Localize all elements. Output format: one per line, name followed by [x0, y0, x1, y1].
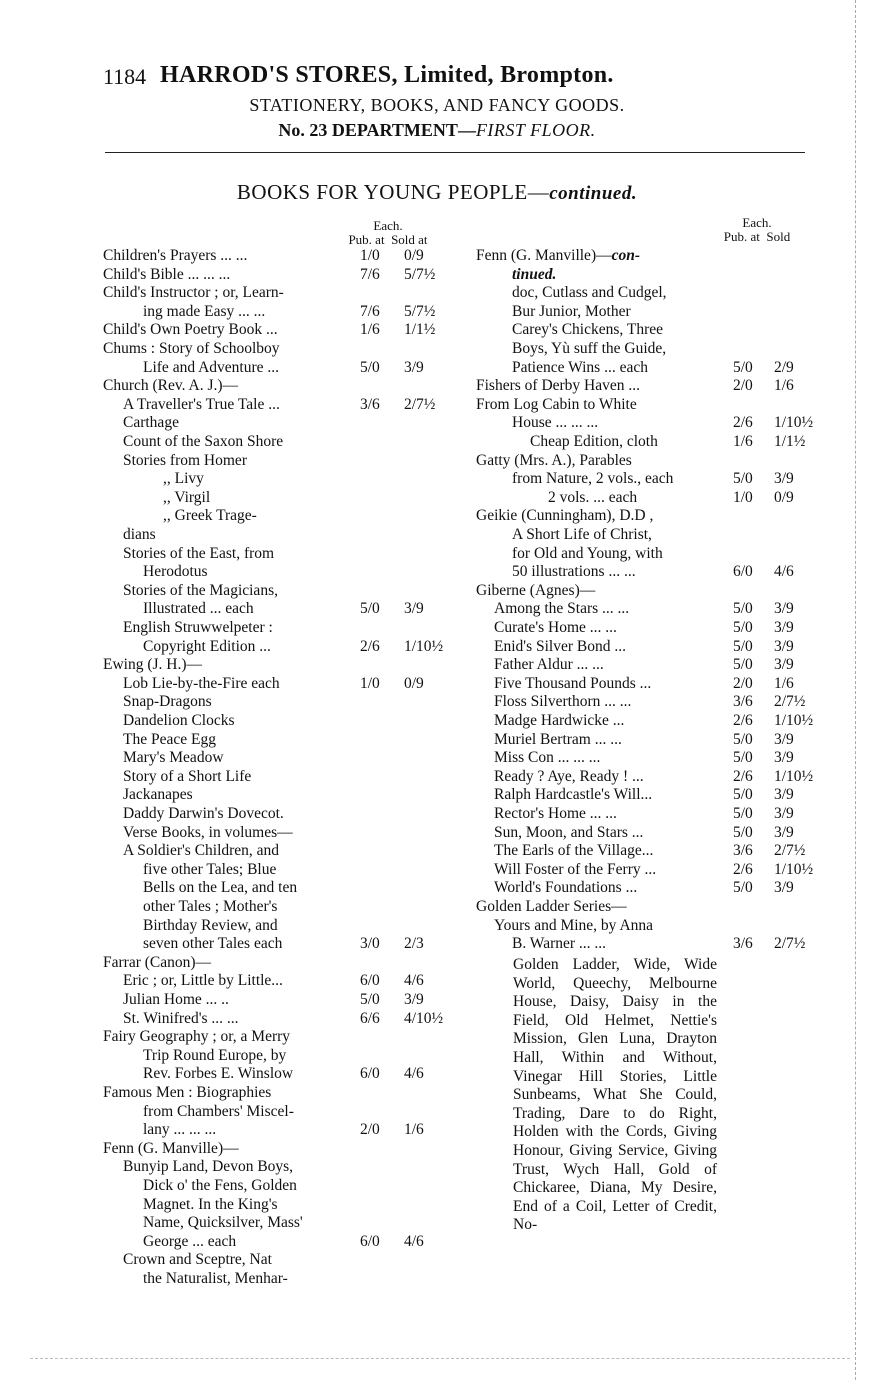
- entry-text: A Soldier's Children, and: [123, 842, 280, 860]
- entry-text: Five Thousand Pounds ...: [494, 674, 652, 692]
- entry-title: [494, 749, 600, 768]
- entry-title: [143, 638, 271, 657]
- entry-title: [476, 898, 627, 917]
- price-published: 5/0: [360, 991, 380, 1008]
- entry-title: [143, 1214, 303, 1233]
- right-sold-label: Sold: [766, 229, 791, 244]
- entry-text: Stories from Homer: [123, 451, 247, 469]
- entry-text: Sun, Moon, and Stars ...: [494, 823, 644, 841]
- price-sold: 3/9: [774, 637, 794, 655]
- price-published: 5/0: [733, 656, 753, 674]
- entry-title: [476, 582, 595, 601]
- price-published: 2/6: [733, 767, 753, 785]
- entry-title: [123, 545, 274, 564]
- price-published: 5/0: [733, 358, 753, 376]
- entry-title: [143, 1065, 293, 1084]
- price-published: 3/0: [360, 935, 380, 953]
- price-published: 3/6: [733, 842, 753, 860]
- price-sold: 4/6: [774, 563, 794, 581]
- entry-title: [494, 842, 653, 861]
- entry-text: ing made Easy ... ...: [143, 302, 266, 320]
- price-sold: 3/9: [404, 600, 424, 618]
- entry-text: Children's Prayers ... ...: [103, 247, 248, 264]
- entry-text: seven other Tales each: [143, 935, 283, 953]
- entry-title: [143, 935, 282, 954]
- price-published: 5/0: [733, 619, 753, 636]
- price-published: 5/0: [360, 600, 380, 618]
- price-published: 2/0: [733, 377, 753, 395]
- entry-title: [494, 824, 643, 843]
- entry-title: [512, 359, 648, 378]
- price-published: 1/0: [733, 488, 753, 506]
- entry-text: Eric ; or, Little by Little...: [123, 972, 283, 990]
- entry-text: English Struwwelpeter :: [123, 619, 273, 636]
- entry-text: Jackanapes: [123, 786, 193, 804]
- entry-text: Among the Stars ... ...: [494, 600, 630, 618]
- price-sold: 1/10½: [774, 712, 814, 729]
- entry-title: [512, 935, 606, 954]
- entry-text: Chums : Story of Schoolboy: [103, 340, 280, 357]
- price-sold: 5/7½: [404, 302, 436, 320]
- price-published: 6/0: [733, 563, 753, 581]
- entry-title: [163, 507, 257, 526]
- entry-text: Name, Quicksilver, Mass': [143, 1214, 303, 1232]
- entry-text: Dick o' the Fens, Golden: [143, 1177, 297, 1194]
- price-sold: 3/9: [774, 600, 794, 618]
- entry-title: [123, 582, 278, 601]
- entry-title: [143, 359, 279, 378]
- entry-title: [494, 693, 631, 712]
- entry-title: [512, 526, 652, 545]
- price-published: 5/0: [733, 600, 753, 618]
- price-sold: 1/6: [774, 674, 794, 692]
- entry-title: [143, 600, 254, 619]
- entry-text: from Chambers' Miscel-: [143, 1102, 294, 1120]
- entry-title: [143, 1103, 294, 1122]
- entry-text: Stories of the Magicians,: [123, 581, 278, 599]
- price-published: 1/0: [360, 674, 380, 692]
- entry-text: Father Aldur ... ...: [494, 656, 604, 674]
- golden-ladder-titles: Golden Ladder, Wide, Wide World, Queechy, Melbourne House, Daisy, Daisy in the Field, Old Helmet, Nettie's Mission, Glen Luna, Drayton Hall, Within and Without, Vinegar Hill Stories, Little Sunbeams, What She Could, Trading, Dare to do Right, Holden with the Cords, Giving Honour, Giving Service, Giving Trust, Wych Hall, Gold of Chickaree, Diana, My Desire, End of a Coil, Letter of Credit, No-: [513, 956, 717, 1234]
- entry-text: Fenn (G. Manville)—: [103, 1139, 239, 1157]
- left-price-labels: [330, 233, 446, 247]
- price-sold: 3/9: [774, 619, 794, 636]
- entry-text: Stories of the East, from: [123, 544, 275, 562]
- entry-text: Daddy Darwin's Dovecot.: [123, 805, 284, 822]
- price-published: 5/0: [733, 879, 753, 897]
- entry-text: Ralph Hardcastle's Will...: [494, 786, 653, 804]
- price-published: 7/6: [360, 302, 380, 320]
- entry-title: [476, 452, 632, 471]
- price-sold: 3/9: [774, 656, 794, 674]
- entry-text: Snap-Dragons: [123, 693, 212, 711]
- entry-text: Julian Home ... ..: [123, 991, 229, 1008]
- entry-text: from Nature, 2 vols., each: [512, 470, 674, 488]
- entry-text: Fairy Geography ; or, a Merry: [103, 1028, 291, 1046]
- price-sold: 2/7½: [774, 842, 806, 860]
- left-column-header: [330, 219, 446, 247]
- price-sold: 1/6: [774, 377, 794, 395]
- entry-title: [143, 861, 276, 880]
- entry-text: dians: [123, 526, 156, 543]
- department-line: No. 23 DEPARTMENT—FIRST FLOOR.: [278, 120, 596, 140]
- left-each-label: Each.: [373, 218, 403, 233]
- entry-title: [512, 284, 667, 303]
- price-sold: 3/9: [774, 470, 794, 488]
- entry-title: [476, 247, 640, 266]
- store-title: HARROD'S STORES, Limited, Brompton.: [160, 62, 614, 88]
- entry-title: [512, 321, 663, 340]
- price-sold: 1/10½: [774, 860, 814, 878]
- entry-title: [530, 433, 658, 452]
- entry-title: [494, 712, 624, 731]
- right-price-labels: [704, 230, 810, 244]
- entry-text: Mary's Meadow: [123, 749, 224, 767]
- entry-text: B. Warner ... ...: [512, 935, 607, 953]
- entry-text: The Earls of the Village...: [494, 842, 654, 860]
- floor-label: FIRST FLOOR.: [475, 120, 596, 140]
- entry-title: [123, 805, 284, 824]
- entry-text: Carey's Chickens, Three: [512, 321, 664, 339]
- right-column-header: [704, 216, 810, 244]
- entry-text: George ... each: [143, 1232, 237, 1250]
- price-sold: 3/9: [774, 786, 794, 804]
- entry-title: [123, 414, 179, 433]
- entry-text: Madge Hardwicke ...: [494, 712, 625, 729]
- entry-title: [103, 1084, 271, 1103]
- entry-text: Enid's Silver Bond ...: [494, 637, 626, 655]
- entry-title: [476, 507, 653, 526]
- entry-title: [143, 1270, 288, 1289]
- entry-text: doc, Cutlass and Cudgel,: [512, 284, 667, 302]
- price-published: 5/0: [733, 823, 753, 841]
- price-published: 5/0: [733, 805, 753, 822]
- entry-title: [512, 563, 636, 582]
- price-sold: 1/1½: [404, 321, 436, 339]
- entry-title: [494, 768, 644, 787]
- entry-title: [103, 247, 247, 266]
- entry-title: [512, 414, 598, 433]
- entry-text: St. Winifred's ... ...: [123, 1009, 239, 1027]
- price-published: 3/6: [733, 935, 753, 953]
- left-sold-label: Sold at: [391, 232, 428, 247]
- entry-text: for Old and Young, with: [512, 544, 663, 562]
- price-published: 2/0: [733, 674, 753, 692]
- price-published: 5/0: [733, 470, 753, 488]
- entry-text: Copyright Edition ...: [143, 637, 271, 655]
- entry-title: [123, 1251, 272, 1270]
- entry-title: [123, 452, 247, 471]
- entry-text: Gatty (Mrs. A.), Parables: [476, 451, 632, 469]
- entry-text: A Short Life of Christ,: [512, 526, 652, 543]
- entry-title: [123, 991, 229, 1010]
- entry-title: [512, 545, 663, 564]
- price-published: 3/6: [733, 693, 753, 711]
- price-sold: 2/3: [404, 935, 424, 953]
- price-published: 5/0: [733, 749, 753, 767]
- entry-text: Carthage: [123, 414, 179, 432]
- entry-text: Rector's Home ... ...: [494, 805, 617, 822]
- page-number: 1184: [103, 64, 147, 89]
- price-sold: 3/9: [774, 823, 794, 841]
- entry-text: Ewing (J. H.)—: [103, 656, 203, 674]
- entry-title: [103, 321, 278, 340]
- price-sold: 0/9: [404, 247, 424, 264]
- section-title-text: BOOKS FOR YOUNG PEOPLE: [236, 180, 528, 204]
- entry-text: Trip Round Europe, by: [143, 1046, 287, 1064]
- entry-title: [143, 563, 208, 582]
- price-sold: 2/7½: [404, 395, 436, 413]
- entry-text: Child's Own Poetry Book ...: [103, 321, 278, 339]
- price-sold: 1/10½: [774, 414, 814, 432]
- price-sold: 1/6: [404, 1121, 424, 1139]
- entry-title: [548, 489, 637, 508]
- price-sold: 0/9: [774, 488, 794, 506]
- entry-title: [123, 712, 235, 731]
- entry-title: [143, 1196, 278, 1215]
- entry-title: [123, 619, 273, 638]
- entry-text: Floss Silverthorn ... ...: [494, 693, 632, 711]
- price-sold: 2/9: [774, 358, 794, 376]
- price-sold: 3/9: [774, 805, 794, 822]
- entry-text: Patience Wins ... each: [512, 358, 648, 376]
- price-published: 5/0: [733, 730, 753, 748]
- section-continued: continued.: [549, 183, 638, 204]
- entry-title: [123, 675, 280, 694]
- price-sold: 3/9: [774, 730, 794, 748]
- entry-title: [143, 1121, 216, 1140]
- entry-title: [123, 1010, 239, 1029]
- price-published: 6/0: [360, 1232, 380, 1250]
- entry-title: [123, 842, 279, 861]
- price-published: 2/6: [733, 712, 753, 729]
- entry-text: Crown and Sceptre, Nat: [123, 1251, 272, 1269]
- entry-text: Ready ? Aye, Ready ! ...: [494, 767, 644, 785]
- price-sold: 0/9: [404, 674, 424, 692]
- entry-title: [103, 954, 211, 973]
- entry-text: Golden Ladder Series—: [476, 898, 627, 915]
- entry-title: [143, 1233, 236, 1252]
- entry-title: [512, 303, 631, 322]
- entry-text: Story of a Short Life: [123, 767, 252, 785]
- price-published: 7/6: [360, 265, 380, 283]
- entry-text: ,, Livy: [163, 470, 204, 488]
- entry-title: [103, 656, 202, 675]
- department-subtitle: STATIONERY, BOOKS, AND FANCY GOODS.: [249, 95, 625, 115]
- entry-text: From Log Cabin to White: [476, 395, 637, 413]
- price-published: 6/0: [360, 1065, 380, 1083]
- entry-text: Geikie (Cunningham), D.D ,: [476, 507, 654, 525]
- entry-text: Count of the Saxon Shore: [123, 433, 284, 450]
- entry-title: [123, 972, 283, 991]
- price-sold: 4/6: [404, 972, 424, 990]
- entry-title: [123, 433, 283, 452]
- entry-title: [494, 600, 629, 619]
- entry-text: Bunyip Land, Devon Boys,: [123, 1158, 294, 1176]
- entry-title: [494, 656, 604, 675]
- entry-text: other Tales ; Mother's: [143, 898, 278, 915]
- entry-text: Farrar (Canon)—: [103, 953, 212, 971]
- entry-title: [494, 805, 617, 824]
- right-each-label: Each.: [742, 215, 772, 230]
- entry-text: Lob Lie-by-the-Fire each: [123, 674, 280, 692]
- left-pub-label: Pub. at: [348, 232, 385, 247]
- entry-title: [103, 377, 238, 396]
- entry-title: [123, 693, 212, 712]
- price-sold: 4/6: [404, 1065, 424, 1083]
- entry-text: the Naturalist, Menhar-: [143, 1270, 288, 1287]
- entry-text: ,, Virgil: [163, 488, 211, 506]
- entry-title: [494, 638, 626, 657]
- entry-title: [103, 1140, 239, 1159]
- entry-text: Magnet. In the King's: [143, 1195, 278, 1213]
- price-published: 2/0: [360, 1121, 380, 1139]
- price-sold: 2/7½: [774, 935, 806, 953]
- entry-title: [123, 526, 156, 545]
- price-sold: 4/10½: [404, 1009, 444, 1027]
- entry-title: [494, 786, 652, 805]
- entry-text: Boys, Yù suff the Guide,: [512, 340, 667, 357]
- entry-title: [143, 879, 297, 898]
- price-published: 1/6: [360, 321, 380, 339]
- price-published: 2/6: [733, 414, 753, 432]
- entry-text: 50 illustrations ... ...: [512, 563, 636, 581]
- entry-text: Birthday Review, and: [143, 916, 278, 934]
- entry-text: Bur Junior, Mother: [512, 302, 631, 320]
- price-published: 3/6: [360, 395, 380, 413]
- entry-text: Child's Bible ... ... ...: [103, 265, 231, 283]
- entry-title: [143, 917, 278, 936]
- entry-title: [494, 861, 656, 880]
- entry-text: Miss Con ... ... ...: [494, 749, 601, 767]
- entry-text: Famous Men : Biographies: [103, 1084, 272, 1101]
- price-sold: 3/9: [774, 749, 794, 767]
- right-pub-label: Pub. at: [723, 229, 760, 244]
- price-sold: 1/10½: [774, 767, 814, 785]
- entry-title: [476, 377, 640, 396]
- price-sold: 3/9: [404, 991, 424, 1008]
- entry-text: 2 vols. ... each: [548, 488, 638, 506]
- entry-text: House ... ... ...: [512, 414, 599, 432]
- entry-title: [123, 786, 193, 805]
- entry-text: World's Foundations ...: [494, 879, 638, 897]
- entry-text: The Peace Egg: [123, 730, 216, 748]
- entry-continued: tinued.: [512, 265, 557, 283]
- entry-title: [512, 340, 666, 359]
- entry-title: [494, 619, 617, 638]
- price-published: 5/0: [733, 637, 753, 655]
- price-sold: 2/7½: [774, 693, 806, 711]
- price-sold: 1/10½: [404, 637, 444, 655]
- entry-text: lany ... ... ...: [143, 1121, 217, 1139]
- entry-text: Curate's Home ... ...: [494, 619, 617, 636]
- entry-title: [143, 898, 277, 917]
- page-edge: [855, 0, 856, 1380]
- entry-text: Cheap Edition, cloth: [530, 433, 658, 450]
- entry-title: [476, 396, 637, 415]
- entry-text: Fishers of Derby Haven ...: [476, 377, 641, 395]
- entry-title: [123, 731, 216, 750]
- entry-title: [512, 266, 556, 285]
- entry-title: [143, 303, 265, 322]
- entry-text: Rev. Forbes E. Winslow: [143, 1065, 294, 1083]
- entry-title: [494, 731, 622, 750]
- entry-text: ,, Greek Trage-: [163, 507, 257, 525]
- department-number: No. 23 DEPARTMENT: [278, 120, 458, 140]
- price-published: 1/0: [360, 247, 380, 264]
- price-published: 5/0: [733, 786, 753, 804]
- entry-title: [494, 675, 651, 694]
- header-rule: [105, 152, 805, 153]
- entry-text: Fenn (G. Manville)—: [476, 247, 612, 264]
- price-sold: 1/1½: [774, 433, 806, 450]
- entry-title: [163, 489, 210, 508]
- price-published: 6/6: [360, 1009, 380, 1027]
- entry-title: [123, 768, 251, 787]
- price-sold: 4/6: [404, 1232, 424, 1250]
- entry-text: Herodotus: [143, 563, 208, 581]
- price-published: 6/0: [360, 972, 380, 990]
- entry-text: Child's Instructor ; or, Learn-: [103, 284, 284, 302]
- entry-text: Church (Rev. A. J.)—: [103, 377, 239, 395]
- entry-text: Illustrated ... each: [143, 600, 254, 618]
- entry-text: Will Foster of the Ferry ...: [494, 860, 657, 878]
- price-sold: 3/9: [774, 879, 794, 897]
- entry-text: five other Tales; Blue: [143, 860, 277, 878]
- bottom-edge: [30, 1358, 850, 1359]
- price-published: 2/6: [733, 860, 753, 878]
- entry-title: [123, 824, 293, 843]
- entry-text: A Traveller's True Tale ...: [123, 395, 280, 413]
- entry-title: [123, 396, 280, 415]
- price-published: 2/6: [360, 637, 380, 655]
- entry-text: Bells on the Lea, and ten: [143, 879, 298, 897]
- entry-continued: con-: [611, 247, 641, 264]
- entry-title: [103, 284, 284, 303]
- entry-text: Muriel Bertram ... ...: [494, 730, 622, 748]
- entry-title: [143, 1177, 297, 1196]
- entry-text: Giberne (Agnes)—: [476, 581, 596, 599]
- entry-title: [103, 266, 230, 285]
- entry-text: Verse Books, in volumes—: [123, 823, 293, 841]
- entry-text: Life and Adventure ...: [143, 358, 280, 376]
- entry-title: [103, 340, 280, 359]
- price-sold: 3/9: [404, 358, 424, 376]
- price-sold: 5/7½: [404, 265, 436, 283]
- entry-title: [123, 1158, 293, 1177]
- entry-title: [494, 917, 653, 936]
- price-published: 1/6: [733, 433, 753, 450]
- entry-title: [163, 470, 204, 489]
- entry-title: [103, 1028, 290, 1047]
- entry-text: Yours and Mine, by Anna: [494, 916, 654, 934]
- entry-title: [143, 1047, 286, 1066]
- entry-title: [494, 879, 637, 898]
- entry-title: [512, 470, 673, 489]
- entry-title: [123, 749, 224, 768]
- section-title: BOOKS FOR YOUNG PEOPLE—continued.: [236, 180, 638, 204]
- entry-text: Dandelion Clocks: [123, 712, 235, 729]
- price-published: 5/0: [360, 358, 380, 376]
